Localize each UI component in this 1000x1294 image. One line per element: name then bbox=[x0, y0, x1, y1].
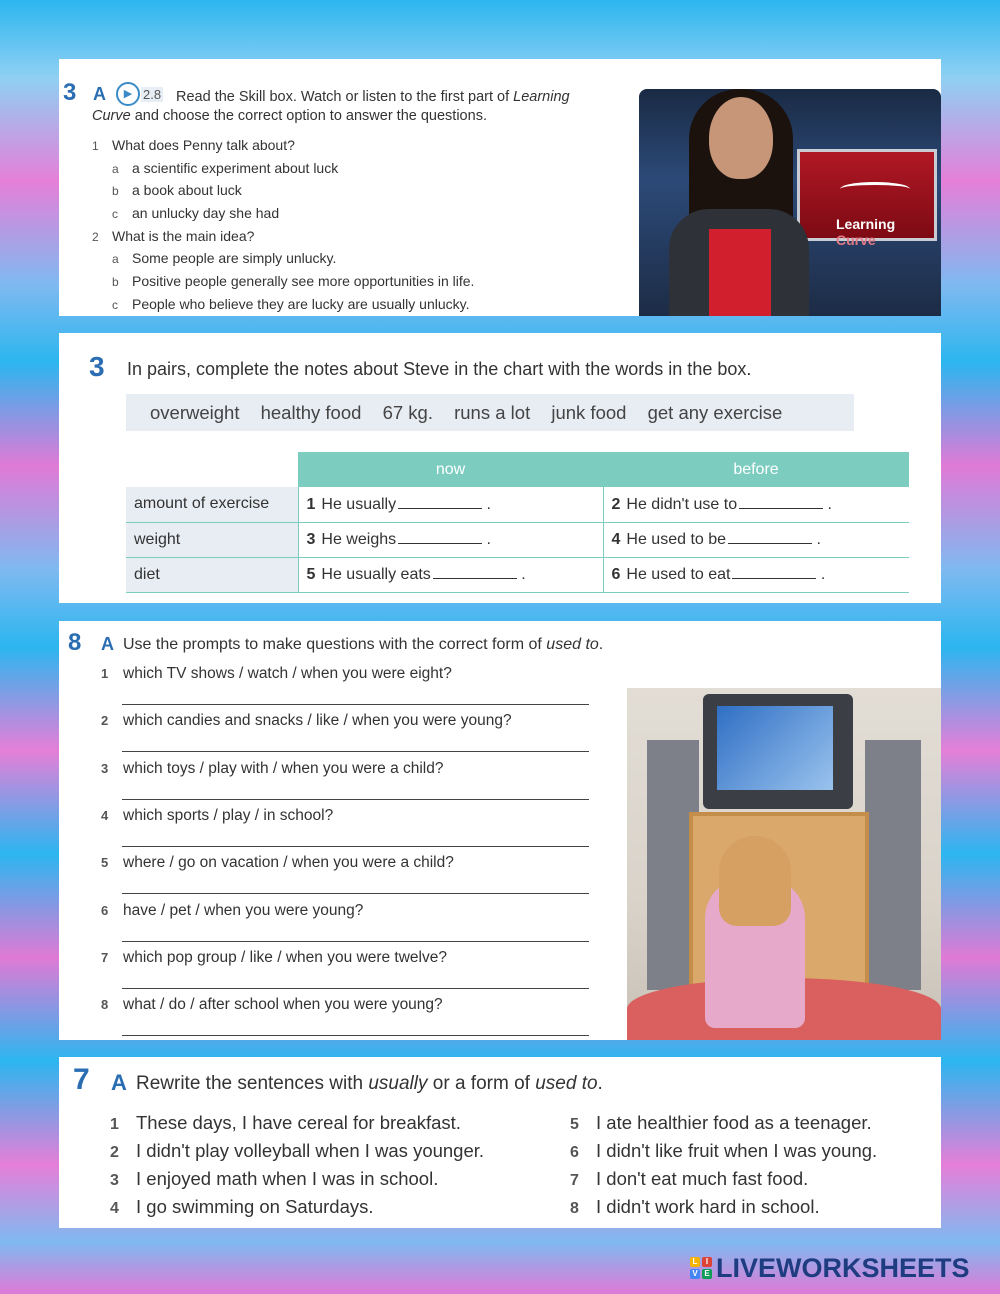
tv-screen bbox=[797, 149, 937, 248]
logo-text: LIVEWORKSHEETS bbox=[716, 1252, 970, 1283]
word[interactable]: 67 kg. bbox=[382, 402, 433, 423]
cell-now[interactable]: 3 He weighs . bbox=[298, 522, 603, 557]
presenter-photo bbox=[639, 89, 941, 316]
exercise-8a-panel bbox=[59, 621, 941, 1040]
track-number: 2.8 bbox=[143, 87, 162, 102]
sentence-2: 2 I didn't play volleyball when I was younger. bbox=[110, 1140, 485, 1161]
cell-before[interactable]: 2 He didn't use to . bbox=[603, 487, 909, 522]
option-2c[interactable]: c People who believe they are lucky are usually unlucky. bbox=[112, 296, 470, 312]
exercise-letter: A bbox=[93, 84, 106, 104]
question-2: 2 What is the main idea? bbox=[92, 228, 255, 244]
liveworksheets-logo[interactable] bbox=[690, 1253, 970, 1283]
answer-line-5[interactable] bbox=[122, 893, 589, 894]
sentence-3: 3 I enjoyed math when I was in school. bbox=[110, 1168, 439, 1189]
exercise-number: 8 bbox=[68, 629, 82, 656]
option-1b[interactable]: b a book about luck bbox=[112, 182, 242, 198]
sentence-4: 4 I go swimming on Saturdays. bbox=[110, 1196, 374, 1217]
swoosh-icon bbox=[840, 182, 910, 196]
instruction: Rewrite the sentences with usually or a form of used to. bbox=[136, 1073, 603, 1094]
exercise-letter: A bbox=[111, 1070, 127, 1095]
exercise-number: 7 bbox=[73, 1063, 90, 1096]
presenter-shirt bbox=[709, 229, 771, 316]
question-1: 1 What does Penny talk about? bbox=[92, 137, 295, 153]
instruction-line-1: Read the Skill box. Watch or listen to the first part of Learning bbox=[176, 89, 570, 105]
row-label: weight bbox=[126, 522, 298, 557]
cell-now[interactable]: 1 He usually . bbox=[298, 487, 603, 522]
screen-logo: Learning Curve bbox=[836, 216, 896, 248]
prompt-1: 1 which TV shows / watch / when you were eight? bbox=[101, 665, 452, 682]
answer-line-1[interactable] bbox=[122, 704, 589, 705]
row-label: amount of exercise bbox=[126, 487, 298, 522]
option-1c[interactable]: c an unlucky day she had bbox=[112, 205, 280, 221]
prompt-8: 8 what / do / after school when you were young? bbox=[101, 996, 443, 1013]
instruction: In pairs, complete the notes about Steve in the chart with the words in the box. bbox=[127, 359, 752, 379]
cell-now[interactable]: 5 He usually eats . bbox=[298, 557, 603, 592]
speaker-right bbox=[865, 740, 921, 990]
word[interactable]: healthy food bbox=[260, 402, 362, 423]
prompt-2: 2 which candies and snacks / like / when you were young? bbox=[101, 712, 512, 729]
answer-line-4[interactable] bbox=[122, 846, 589, 847]
header-before: before bbox=[603, 452, 909, 487]
child-watching-tv-photo bbox=[627, 688, 941, 1040]
word-box bbox=[126, 394, 854, 431]
exercise-7a-panel bbox=[59, 1057, 941, 1228]
logo-grid-icon: L I V E bbox=[690, 1257, 712, 1279]
instruction: Use the prompts to make questions with the correct form of used to. bbox=[123, 636, 604, 653]
play-circle-icon[interactable]: ▶ bbox=[116, 82, 140, 106]
table-row bbox=[126, 522, 909, 557]
table-row bbox=[126, 557, 909, 592]
sentence-6: 6 I didn't like fruit when I was young. bbox=[570, 1140, 878, 1161]
answer-line-8[interactable] bbox=[122, 1035, 589, 1036]
sentence-5: 5 I ate healthier food as a teenager. bbox=[570, 1112, 872, 1133]
exercise-3-chart-panel bbox=[59, 333, 941, 603]
option-2a[interactable]: a Some people are simply unlucky. bbox=[112, 250, 337, 266]
word[interactable]: runs a lot bbox=[454, 402, 531, 423]
exercise-number: 3 bbox=[63, 79, 77, 106]
notes-chart bbox=[126, 452, 909, 593]
exercise-number: 3 bbox=[89, 351, 105, 382]
option-2b[interactable]: b Positive people generally see more opportunities in life. bbox=[112, 273, 475, 289]
answer-line-3[interactable] bbox=[122, 799, 589, 800]
word[interactable]: junk food bbox=[551, 402, 627, 423]
prompt-6: 6 have / pet / when you were young? bbox=[101, 902, 364, 919]
table-row bbox=[126, 487, 909, 522]
tv-icon bbox=[703, 694, 853, 809]
sentence-7: 7 I don't eat much fast food. bbox=[570, 1168, 809, 1189]
sentence-1: 1 These days, I have cereal for breakfast. bbox=[110, 1112, 461, 1133]
answer-line-6[interactable] bbox=[122, 941, 589, 942]
option-1a[interactable]: a a scientific experiment about luck bbox=[112, 160, 339, 176]
answer-line-2[interactable] bbox=[122, 751, 589, 752]
instruction-line-2: Curve and choose the correct option to answer the questions. bbox=[92, 108, 487, 124]
presenter-face bbox=[709, 97, 773, 179]
child-hair bbox=[719, 836, 791, 926]
prompt-7: 7 which pop group / like / when you were twelve? bbox=[101, 949, 447, 966]
cell-before[interactable]: 4 He used to be . bbox=[603, 522, 909, 557]
prompt-5: 5 where / go on vacation / when you were a child? bbox=[101, 854, 454, 871]
prompt-3: 3 which toys / play with / when you were a child? bbox=[101, 760, 444, 777]
header-now: now bbox=[298, 452, 603, 487]
exercise-letter: A bbox=[101, 634, 114, 654]
answer-line-7[interactable] bbox=[122, 988, 589, 989]
word[interactable]: get any exercise bbox=[647, 402, 783, 423]
exercise-3a-panel bbox=[59, 59, 941, 316]
row-label: diet bbox=[126, 557, 298, 592]
prompt-4: 4 which sports / play / in school? bbox=[101, 807, 334, 824]
cell-before[interactable]: 6 He used to eat . bbox=[603, 557, 909, 592]
sentence-8: 8 I didn't work hard in school. bbox=[570, 1196, 820, 1217]
word[interactable]: overweight bbox=[150, 402, 240, 423]
